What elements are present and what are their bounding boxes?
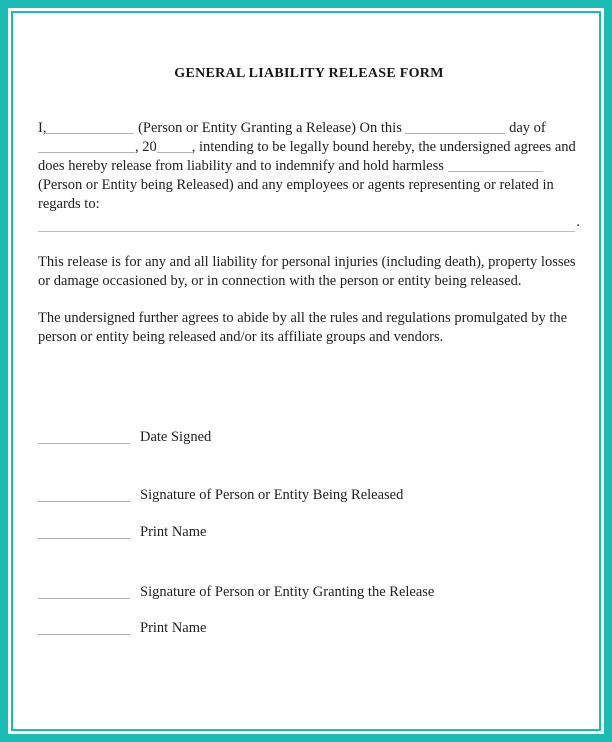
signature-blank-line — [38, 533, 130, 539]
blank-field — [38, 141, 135, 153]
signature-label: Signature of Person or Entity Granting the Release — [140, 584, 435, 600]
intro-paragraph — [38, 119, 580, 214]
signature-row — [38, 523, 580, 542]
signature-blank-line — [38, 496, 130, 502]
blank-rule-line — [38, 221, 575, 232]
signature-label: Date Signed — [140, 429, 212, 445]
signature-label: Print Name — [140, 620, 207, 636]
paragraph-text: day of — [505, 120, 546, 136]
form-title: GENERAL LIABILITY RELEASE FORM — [174, 66, 444, 81]
blank-field — [46, 122, 134, 134]
paragraph-text: , intending to be legally bound hereby, the undersigned agrees and does hereby release from liability and to indemnify and hold harmless — [38, 139, 576, 174]
paragraph-text: (Person or Entity Granting a Release) On this — [134, 120, 406, 136]
write-in-line — [38, 214, 580, 232]
paragraph-text: I, — [38, 120, 47, 136]
paragraph-text: , 20 — [135, 139, 157, 155]
document-page — [38, 13, 580, 638]
signature-blank-line — [38, 593, 130, 599]
line-end-period: . — [576, 214, 580, 230]
signature-section — [38, 428, 580, 638]
signature-blank-line — [38, 438, 130, 444]
blank-field — [448, 160, 543, 172]
liability-scope-paragraph: This release is for any and all liability for personal injuries (including death), property losses or damage occasioned by, or in connection with the person or entity being released. — [38, 254, 576, 289]
blank-field — [157, 141, 192, 153]
signature-row — [38, 486, 580, 505]
signature-row — [38, 583, 580, 602]
signature-row — [38, 428, 580, 447]
signature-label: Print Name — [140, 524, 207, 540]
signature-label: Signature of Person or Entity Being Released — [140, 487, 404, 503]
blank-field — [405, 122, 505, 134]
paragraph-text: (Person or Entity being Released) and any employees or agents representing or related in regards to: — [38, 177, 554, 212]
rules-agreement-paragraph: The undersigned further agrees to abide by all the rules and regulations promulgated by the person or entity being released and/or its affiliate groups and vendors. — [38, 310, 568, 345]
signature-blank-line — [38, 629, 130, 635]
signature-row — [38, 619, 580, 638]
